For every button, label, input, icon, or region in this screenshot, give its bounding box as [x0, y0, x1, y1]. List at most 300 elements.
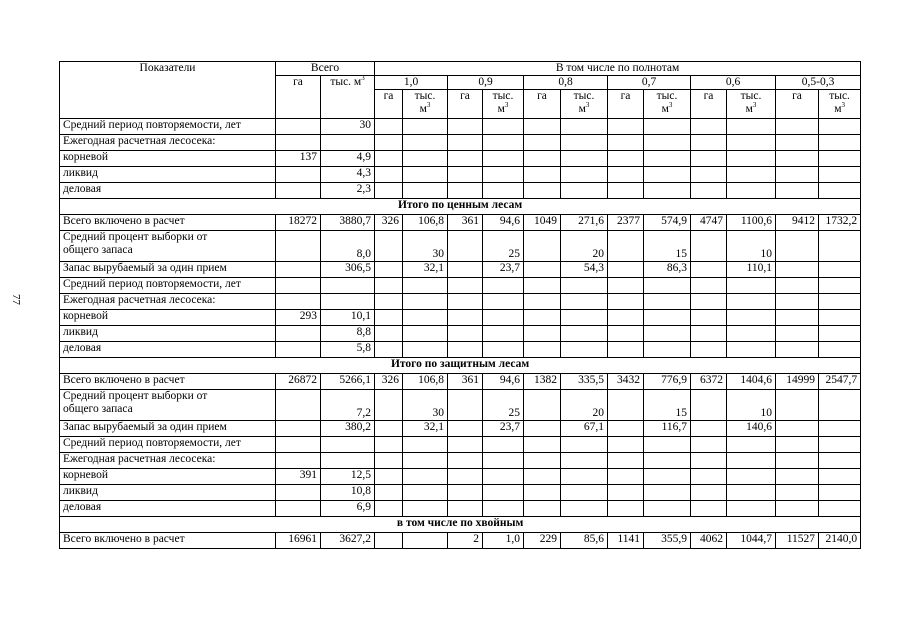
table-cell: [375, 390, 403, 421]
table-cell: [375, 278, 403, 294]
table-cell: [776, 119, 819, 135]
table-row: [60, 390, 861, 421]
table-cell: [608, 485, 644, 501]
header-density-5: 0,6: [691, 76, 776, 90]
table-cell: [524, 278, 561, 294]
table-cell: [276, 119, 321, 135]
table-cell: 30: [403, 231, 448, 262]
table-cell: 85,6: [561, 533, 608, 549]
table-cell: 391: [276, 469, 321, 485]
table-cell: [448, 294, 483, 310]
table-cell: [483, 183, 524, 199]
table-cell: [276, 231, 321, 262]
table-cell: [375, 231, 403, 262]
table-cell: [375, 310, 403, 326]
table-cell: [561, 183, 608, 199]
table-cell: 1044,7: [727, 533, 776, 549]
table-cell: 106,8: [403, 374, 448, 390]
table-cell: [644, 453, 691, 469]
table-cell: [276, 501, 321, 517]
table-cell: [375, 262, 403, 278]
table-cell: [448, 453, 483, 469]
table-cell: [776, 231, 819, 262]
table-cell: 30: [321, 119, 375, 135]
table-cell: [819, 135, 861, 151]
table-cell: [276, 278, 321, 294]
section-row: [60, 358, 861, 374]
table-cell: [691, 310, 727, 326]
table-cell: [776, 310, 819, 326]
table-cell: [321, 453, 375, 469]
table-cell: [321, 135, 375, 151]
table-cell: 116,7: [644, 421, 691, 437]
header-sub-volume: тыс. $м^3$: [727, 90, 776, 119]
table-cell: [561, 342, 608, 358]
table-cell: [691, 453, 727, 469]
table-cell: [321, 294, 375, 310]
table-cell: [776, 342, 819, 358]
table-cell: 3880,7: [321, 215, 375, 231]
table-row: [60, 533, 861, 549]
table-cell: [819, 437, 861, 453]
table-cell: [448, 469, 483, 485]
row-label: Запас вырубаемый за один прием: [60, 421, 276, 437]
table-cell: [448, 421, 483, 437]
table-cell: [608, 167, 644, 183]
table-cell: 1049: [524, 215, 561, 231]
header-total-volume: тыс. $м^3$: [321, 76, 375, 119]
table-row: [60, 501, 861, 517]
forest-data-table: [59, 61, 861, 549]
table-cell: 2547,7: [819, 374, 861, 390]
table-cell: [375, 167, 403, 183]
table-cell: [561, 326, 608, 342]
table-cell: [819, 167, 861, 183]
table-cell: [727, 326, 776, 342]
table-cell: 10: [727, 231, 776, 262]
table-cell: [448, 342, 483, 358]
row-label: Средний период повторяемости, лет: [60, 119, 276, 135]
table-cell: 25: [483, 390, 524, 421]
table-cell: [483, 135, 524, 151]
table-cell: [776, 167, 819, 183]
table-cell: [644, 135, 691, 151]
table-cell: [608, 310, 644, 326]
table-cell: [276, 390, 321, 421]
row-label: Ежегодная расчетная лесосека:: [60, 453, 276, 469]
table-cell: [691, 421, 727, 437]
table-cell: [608, 294, 644, 310]
table-cell: 15: [644, 231, 691, 262]
table-cell: [483, 326, 524, 342]
table-cell: [276, 437, 321, 453]
row-label: Всего включено в расчет: [60, 533, 276, 549]
table-row: [60, 437, 861, 453]
table-cell: [375, 342, 403, 358]
table-cell: 2,3: [321, 183, 375, 199]
table-cell: [776, 485, 819, 501]
table-cell: [819, 326, 861, 342]
table-cell: [691, 135, 727, 151]
table-cell: [483, 119, 524, 135]
table-cell: [561, 278, 608, 294]
table-cell: [608, 421, 644, 437]
table-cell: [776, 262, 819, 278]
row-label: Средний период повторяемости, лет: [60, 437, 276, 453]
row-label: Всего включено в расчет: [60, 215, 276, 231]
table-cell: [375, 453, 403, 469]
table-cell: [524, 437, 561, 453]
table-cell: [483, 342, 524, 358]
table-cell: [819, 469, 861, 485]
table-cell: [403, 342, 448, 358]
table-cell: [483, 485, 524, 501]
table-cell: [524, 453, 561, 469]
header-sub-volume: тыс. $м^3$: [644, 90, 691, 119]
table-cell: [644, 167, 691, 183]
table-cell: [448, 326, 483, 342]
table-cell: [375, 183, 403, 199]
table-cell: [644, 342, 691, 358]
table-cell: 94,6: [483, 374, 524, 390]
header-sub-volume: тыс. $м^3$: [819, 90, 861, 119]
header-density-1: 1,0: [375, 76, 448, 90]
table-cell: [561, 119, 608, 135]
table-cell: [776, 135, 819, 151]
table-cell: [524, 167, 561, 183]
table-row: [60, 294, 861, 310]
section-row: [60, 517, 861, 533]
table-cell: 306,5: [321, 262, 375, 278]
table-cell: 67,1: [561, 421, 608, 437]
header-row-1: [60, 62, 861, 76]
table-cell: [561, 501, 608, 517]
table-cell: [776, 326, 819, 342]
table-cell: [608, 469, 644, 485]
table-cell: 20: [561, 390, 608, 421]
table-cell: [561, 469, 608, 485]
table-cell: 361: [448, 374, 483, 390]
header-sub-volume: тыс. $м^3$: [403, 90, 448, 119]
table-cell: 1732,2: [819, 215, 861, 231]
table-cell: 2: [448, 533, 483, 549]
table-cell: [727, 167, 776, 183]
table-cell: [375, 533, 403, 549]
table-cell: 6372: [691, 374, 727, 390]
table-cell: [276, 421, 321, 437]
table-cell: [776, 390, 819, 421]
table-cell: [727, 135, 776, 151]
table-cell: [524, 294, 561, 310]
table-cell: 106,8: [403, 215, 448, 231]
table-cell: 8,8: [321, 326, 375, 342]
table-cell: [483, 167, 524, 183]
row-label: ликвид: [60, 326, 276, 342]
table-cell: [375, 294, 403, 310]
table-cell: [691, 326, 727, 342]
table-cell: [644, 151, 691, 167]
table-cell: [524, 390, 561, 421]
table-cell: [448, 485, 483, 501]
table-cell: [819, 501, 861, 517]
table-cell: [403, 453, 448, 469]
table-cell: [691, 231, 727, 262]
table-cell: 4,3: [321, 167, 375, 183]
table-cell: [644, 294, 691, 310]
row-label: Средний процент выборки от общего запаса: [60, 390, 276, 421]
table-cell: [727, 469, 776, 485]
table-cell: [276, 294, 321, 310]
table-cell: [819, 485, 861, 501]
table-cell: [524, 310, 561, 326]
table-cell: 2377: [608, 215, 644, 231]
table-cell: [403, 183, 448, 199]
section-title: в том числе по хвойным: [60, 517, 861, 533]
table-cell: [727, 151, 776, 167]
row-label: Запас вырубаемый за один прием: [60, 262, 276, 278]
table-cell: [403, 278, 448, 294]
table-cell: [608, 231, 644, 262]
table-cell: [524, 119, 561, 135]
table-cell: [403, 135, 448, 151]
table-row: [60, 469, 861, 485]
table-row: [60, 231, 861, 262]
table-row: [60, 278, 861, 294]
table-cell: [276, 183, 321, 199]
table-cell: 23,7: [483, 421, 524, 437]
table-cell: [561, 453, 608, 469]
header-indicators: Показатели: [60, 62, 276, 119]
table-cell: 94,6: [483, 215, 524, 231]
table-cell: [776, 469, 819, 485]
table-cell: [561, 167, 608, 183]
table-cell: [524, 421, 561, 437]
header-sub-ha: га: [375, 90, 403, 119]
table-cell: [644, 469, 691, 485]
table-row: [60, 342, 861, 358]
table-cell: [448, 501, 483, 517]
table-cell: [375, 469, 403, 485]
table-row: [60, 421, 861, 437]
table-cell: [403, 437, 448, 453]
table-cell: 1141: [608, 533, 644, 549]
table-cell: [524, 469, 561, 485]
table-cell: [448, 183, 483, 199]
table-cell: [691, 151, 727, 167]
table-cell: [403, 151, 448, 167]
table-cell: [276, 167, 321, 183]
table-cell: [448, 390, 483, 421]
row-label: Всего включено в расчет: [60, 374, 276, 390]
row-label: корневой: [60, 151, 276, 167]
row-label: Средний процент выборки от общего запаса: [60, 231, 276, 262]
table-cell: [691, 501, 727, 517]
table-cell: [819, 151, 861, 167]
table-cell: 776,9: [644, 374, 691, 390]
table-cell: [727, 501, 776, 517]
table-cell: [403, 501, 448, 517]
table-cell: 293: [276, 310, 321, 326]
table-cell: 11527: [776, 533, 819, 549]
table-cell: [819, 294, 861, 310]
table-row: [60, 215, 861, 231]
table-cell: [561, 310, 608, 326]
table-cell: [644, 119, 691, 135]
header-sub-ha: га: [608, 90, 644, 119]
table-cell: [727, 119, 776, 135]
table-cell: 16961: [276, 533, 321, 549]
table-cell: [776, 421, 819, 437]
header-density-3: 0,8: [524, 76, 608, 90]
table-cell: [608, 151, 644, 167]
header-sub-ha: га: [691, 90, 727, 119]
table-cell: 25: [483, 231, 524, 262]
table-cell: [276, 326, 321, 342]
table-row: [60, 326, 861, 342]
table-row: [60, 310, 861, 326]
table-cell: [819, 262, 861, 278]
table-cell: [776, 437, 819, 453]
table-cell: [524, 326, 561, 342]
table-cell: 2140,0: [819, 533, 861, 549]
table-cell: [375, 151, 403, 167]
header-sub-volume: тыс. $м^3$: [561, 90, 608, 119]
table-cell: [483, 294, 524, 310]
table-cell: 10,8: [321, 485, 375, 501]
table-cell: 18272: [276, 215, 321, 231]
table-cell: [691, 278, 727, 294]
table-cell: 137: [276, 151, 321, 167]
table-cell: [403, 310, 448, 326]
table-cell: 14999: [776, 374, 819, 390]
header-sub-ha: га: [776, 90, 819, 119]
table-cell: [608, 342, 644, 358]
table-cell: [819, 310, 861, 326]
table-cell: [483, 278, 524, 294]
table-row: [60, 262, 861, 278]
table-cell: [644, 326, 691, 342]
table-cell: [403, 167, 448, 183]
table-cell: [691, 469, 727, 485]
table-cell: [691, 342, 727, 358]
table-cell: [561, 294, 608, 310]
table-cell: [448, 167, 483, 183]
table-row: [60, 453, 861, 469]
table-cell: [691, 390, 727, 421]
row-label: корневой: [60, 310, 276, 326]
row-label: Средний период повторяемости, лет: [60, 278, 276, 294]
row-label: Ежегодная расчетная лесосека:: [60, 135, 276, 151]
table-cell: 361: [448, 215, 483, 231]
header-sub-ha: га: [448, 90, 483, 119]
table-row: [60, 151, 861, 167]
table-cell: [819, 421, 861, 437]
table-cell: [608, 135, 644, 151]
table-cell: 32,1: [403, 262, 448, 278]
table-cell: [819, 183, 861, 199]
table-cell: [608, 326, 644, 342]
row-label: деловая: [60, 183, 276, 199]
header-by-density: В том числе по полнотам: [375, 62, 861, 76]
table-cell: [375, 437, 403, 453]
row-label: ликвид: [60, 485, 276, 501]
section-row: [60, 199, 861, 215]
table-cell: [276, 262, 321, 278]
table-cell: [561, 135, 608, 151]
table-cell: 86,3: [644, 262, 691, 278]
table-cell: 54,3: [561, 262, 608, 278]
table-cell: [375, 501, 403, 517]
table-cell: [321, 437, 375, 453]
table-cell: [727, 342, 776, 358]
table-cell: [375, 421, 403, 437]
header-sub-ha: га: [524, 90, 561, 119]
table-cell: 26872: [276, 374, 321, 390]
table-cell: [819, 342, 861, 358]
table-cell: 9412: [776, 215, 819, 231]
table-cell: 355,9: [644, 533, 691, 549]
table-cell: [644, 183, 691, 199]
table-cell: [644, 501, 691, 517]
header-density-4: 0,7: [608, 76, 691, 90]
table-cell: 4062: [691, 533, 727, 549]
table-row: [60, 119, 861, 135]
table-cell: [483, 469, 524, 485]
table-cell: 23,7: [483, 262, 524, 278]
table-cell: [776, 294, 819, 310]
table-cell: 380,2: [321, 421, 375, 437]
table-cell: 335,5: [561, 374, 608, 390]
table-cell: 20: [561, 231, 608, 262]
table-cell: 30: [403, 390, 448, 421]
table-cell: [448, 310, 483, 326]
table-cell: 229: [524, 533, 561, 549]
table-cell: [727, 437, 776, 453]
table-row: [60, 374, 861, 390]
table-cell: [483, 151, 524, 167]
table-cell: [691, 119, 727, 135]
row-label: деловая: [60, 501, 276, 517]
table-cell: [276, 453, 321, 469]
header-sub-volume: тыс. $м^3$: [483, 90, 524, 119]
table-cell: [608, 183, 644, 199]
table-cell: [524, 342, 561, 358]
table-cell: 4747: [691, 215, 727, 231]
table-cell: [448, 437, 483, 453]
table-cell: [727, 278, 776, 294]
table-row: [60, 135, 861, 151]
table-cell: [524, 183, 561, 199]
row-label: деловая: [60, 342, 276, 358]
table-cell: [819, 390, 861, 421]
section-title: Итого по защитным лесам: [60, 358, 861, 374]
table-cell: [524, 151, 561, 167]
table-row: [60, 183, 861, 199]
row-label: ликвид: [60, 167, 276, 183]
table-cell: [691, 262, 727, 278]
table-cell: [483, 453, 524, 469]
table-cell: [561, 151, 608, 167]
table-cell: 1,0: [483, 533, 524, 549]
table-cell: [483, 501, 524, 517]
table-cell: [727, 310, 776, 326]
table-cell: [644, 437, 691, 453]
table-cell: [321, 278, 375, 294]
table-cell: 10,1: [321, 310, 375, 326]
table-cell: 10: [727, 390, 776, 421]
table-cell: [375, 119, 403, 135]
table-cell: 12,5: [321, 469, 375, 485]
